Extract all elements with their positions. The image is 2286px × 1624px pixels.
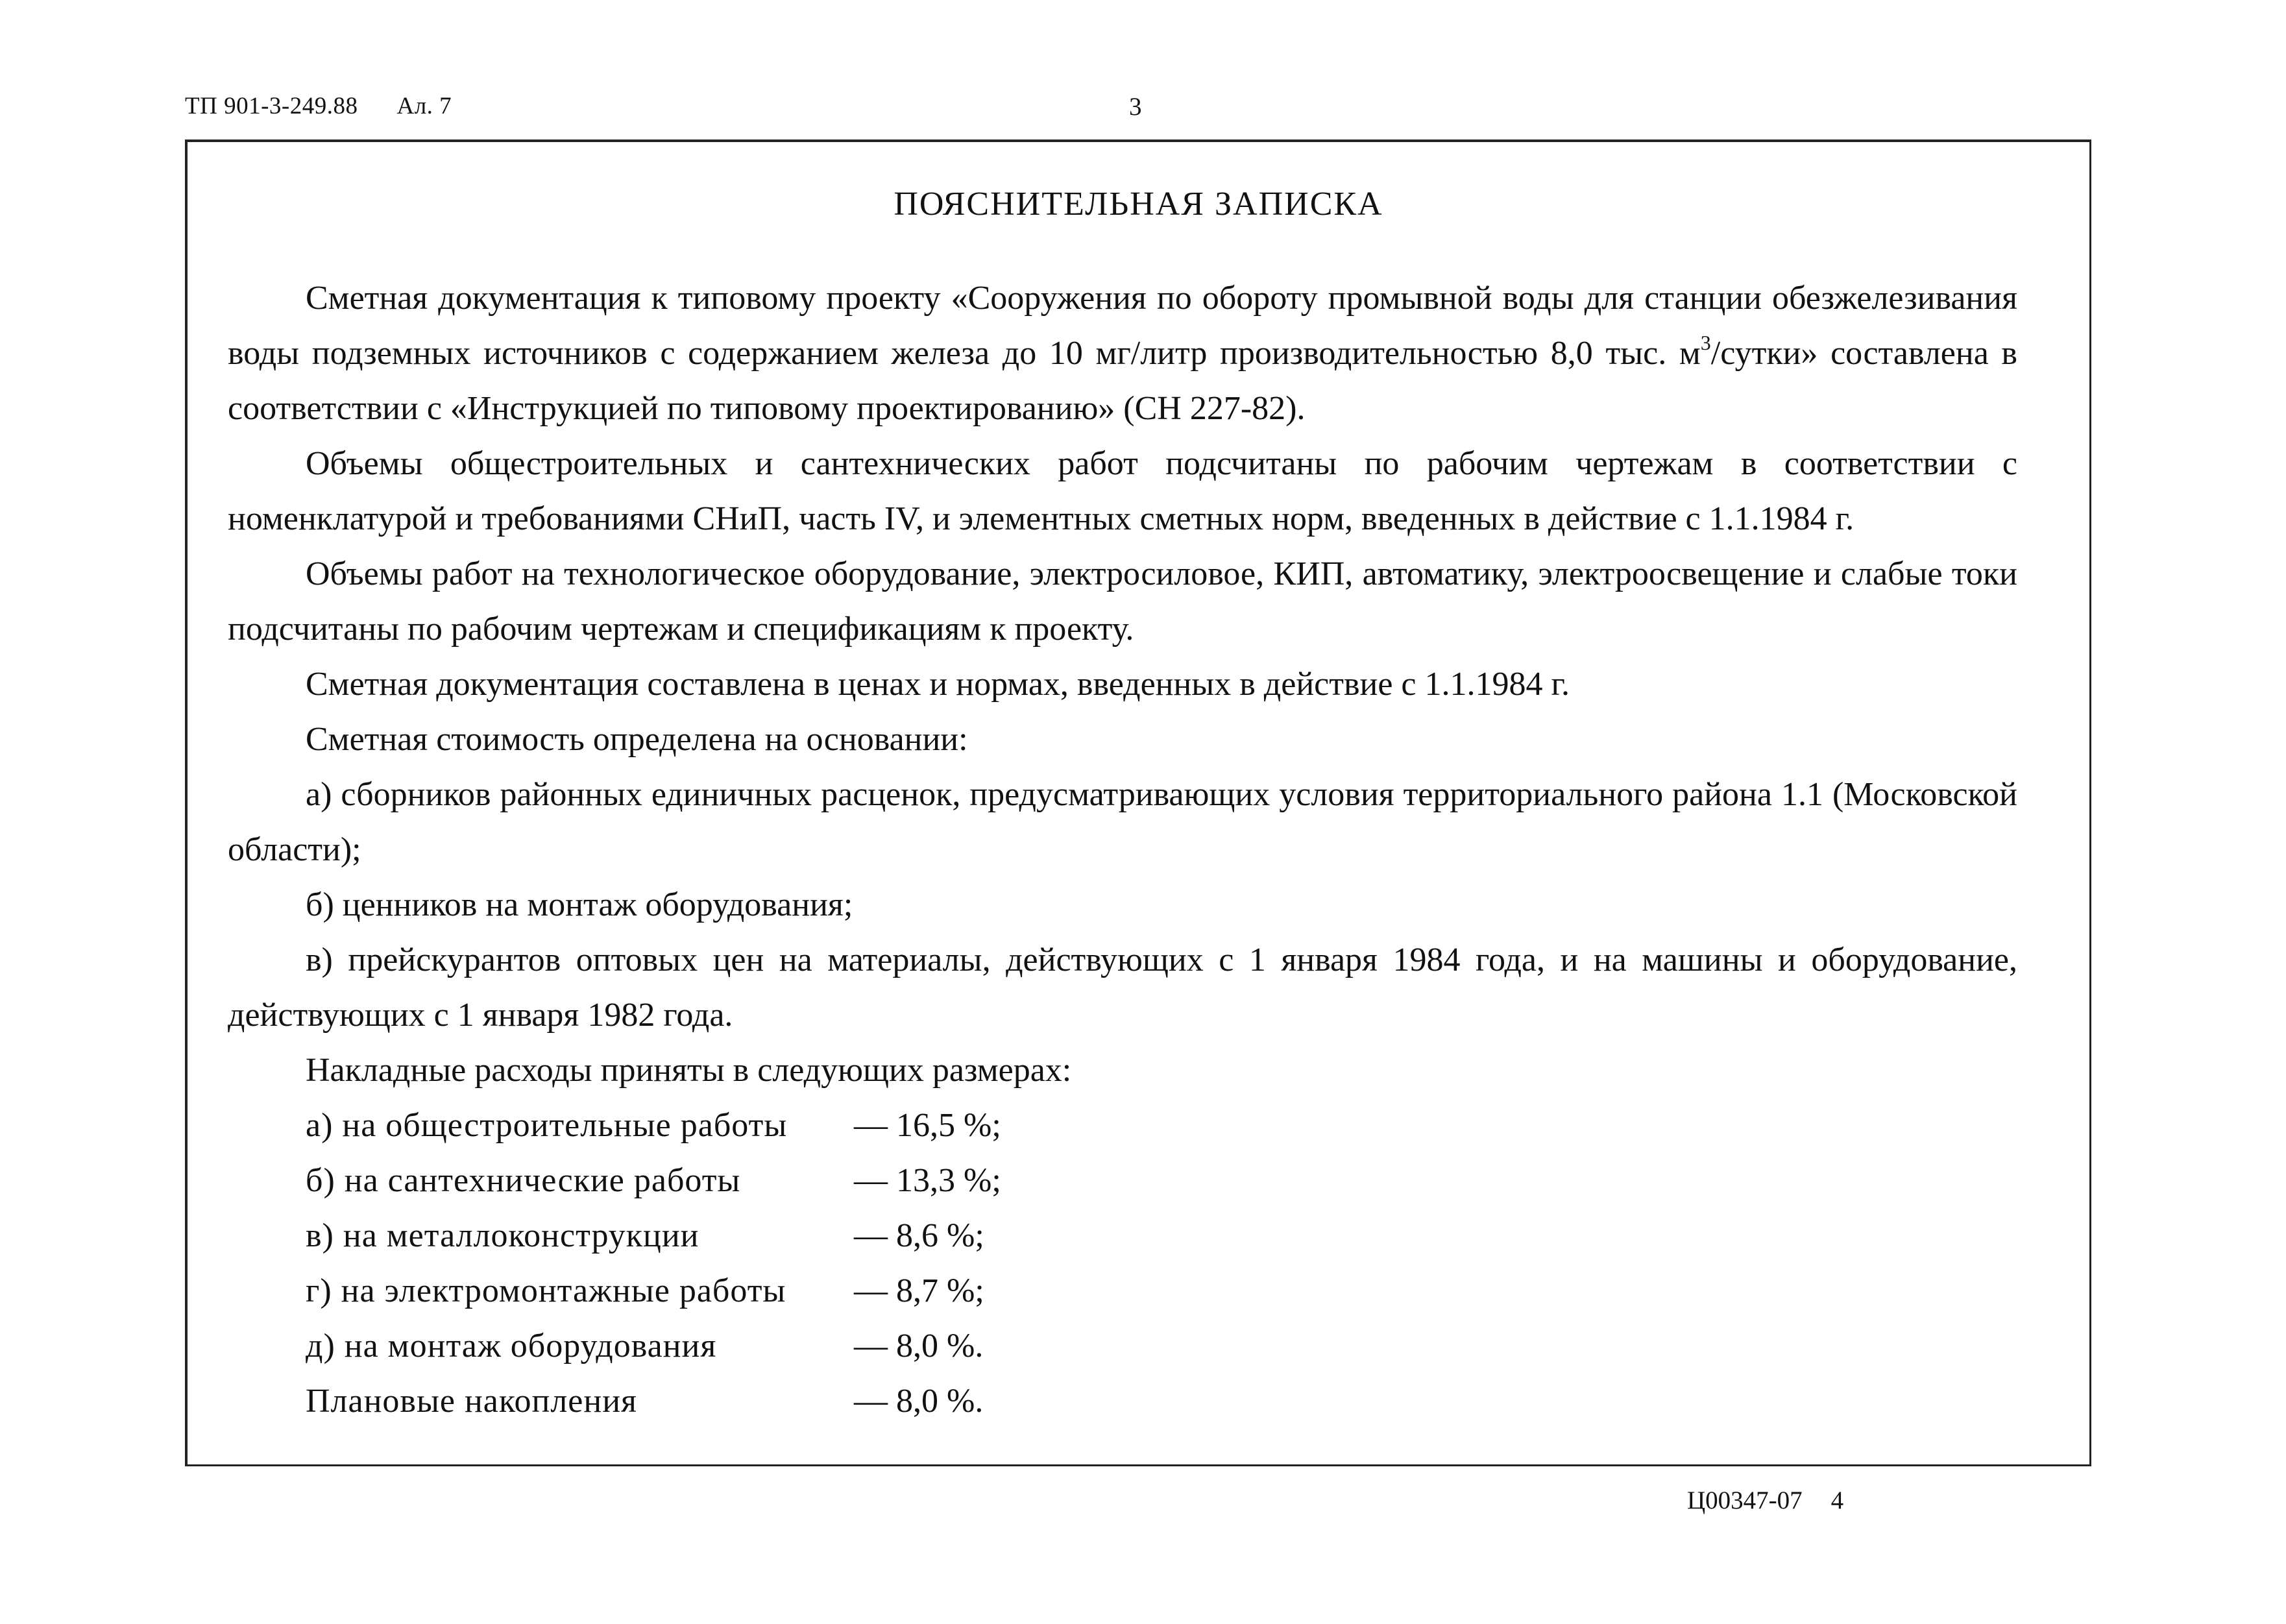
superscript-3: 3 bbox=[1700, 331, 1711, 354]
list-item-c: в) прейскурантов оптовых цен на материалы, действующих с 1 января 1984 года, и на машины и оборудование, действующих с 1 января 1982 года. bbox=[228, 941, 2017, 1034]
paragraph-3: Объемы работ на технологическое оборудование, электросиловое, КИП, автоматику, электроосвещение и слабые токи подсчитаны по рабочим чертежам и спецификациям к проекту. bbox=[228, 555, 2017, 648]
explanatory-note-frame bbox=[185, 139, 2091, 1466]
overhead-rates bbox=[228, 1098, 2017, 1429]
paragraph-4: Сметная документация составлена в ценах и нормах, введенных в действие с 1.1.1984 г. bbox=[306, 666, 1570, 703]
page-number: 3 bbox=[1129, 93, 1142, 121]
rate-value: — 16,5 %; bbox=[854, 1107, 1001, 1144]
rate-value: — 13,3 %; bbox=[854, 1162, 1001, 1199]
archive-code: Ц00347-07 bbox=[1687, 1486, 1803, 1514]
rate-label: г) на электромонтажные работы bbox=[306, 1272, 786, 1309]
paragraph-5: Сметная стоимость определена на основании: bbox=[306, 721, 968, 758]
rate-label: Плановые накопления bbox=[306, 1383, 637, 1420]
rate-row bbox=[306, 1318, 2017, 1374]
archive-stamp bbox=[1687, 1486, 1843, 1515]
paragraph-1-text-b: /сутки» составлена в соответствии с «Инструкцией по типовому проектированию» (СН 227-82). bbox=[228, 335, 2017, 427]
rate-label: а) на общестроительные работы bbox=[306, 1107, 788, 1144]
doc-code: ТП 901-3-249.88 bbox=[185, 93, 358, 119]
paragraph-6: Накладные расходы приняты в следующих размерах: bbox=[306, 1052, 1072, 1089]
sheet-label: Ал. 7 bbox=[396, 93, 452, 119]
rate-label: д) на монтаж оборудования bbox=[306, 1327, 717, 1364]
paragraph-1-text-a: Сметная документация к типовому проекту «Сооружения по обороту промывной воды для станции обезжелезивания воды подземных источников с содержанием железа до 10 мг/литр производительностью 8,0 тыс. м bbox=[228, 280, 2017, 372]
rate-row bbox=[306, 1098, 2017, 1153]
rate-row bbox=[306, 1153, 2017, 1208]
rate-value: — 8,0 %. bbox=[854, 1383, 984, 1420]
page-title: ПОЯСНИТЕЛЬНАЯ ЗАПИСКА bbox=[894, 186, 1383, 223]
list-item-b: б) ценников на монтаж оборудования; bbox=[306, 886, 853, 923]
paragraph-1 bbox=[228, 271, 2017, 436]
sheet-number: 4 bbox=[1830, 1486, 1844, 1514]
rate-row bbox=[306, 1374, 2017, 1429]
paragraph-2: Объемы общестроительных и сантехнических работ подсчитаны по рабочим чертежам в соответствии с номенклатурой и требованиями СНиП, часть IV, и элементных сметных норм, введенных в действие с 1.1.1984 г. bbox=[228, 445, 2017, 537]
note-body bbox=[228, 271, 2017, 1429]
rate-value: — 8,6 %; bbox=[854, 1217, 984, 1254]
rate-row bbox=[306, 1263, 2017, 1318]
rate-value: — 8,7 %; bbox=[854, 1272, 984, 1309]
document-code bbox=[185, 92, 452, 120]
rate-label: б) на сантехнические работы bbox=[306, 1162, 741, 1199]
list-item-a: а) сборников районных единичных расценок, предусматривающих условия территориального района 1.1 (Московской области); bbox=[228, 776, 2017, 868]
rate-label: в) на металлоконструкции bbox=[306, 1217, 699, 1254]
rate-row bbox=[306, 1208, 2017, 1263]
rate-value: — 8,0 %. bbox=[854, 1327, 984, 1364]
